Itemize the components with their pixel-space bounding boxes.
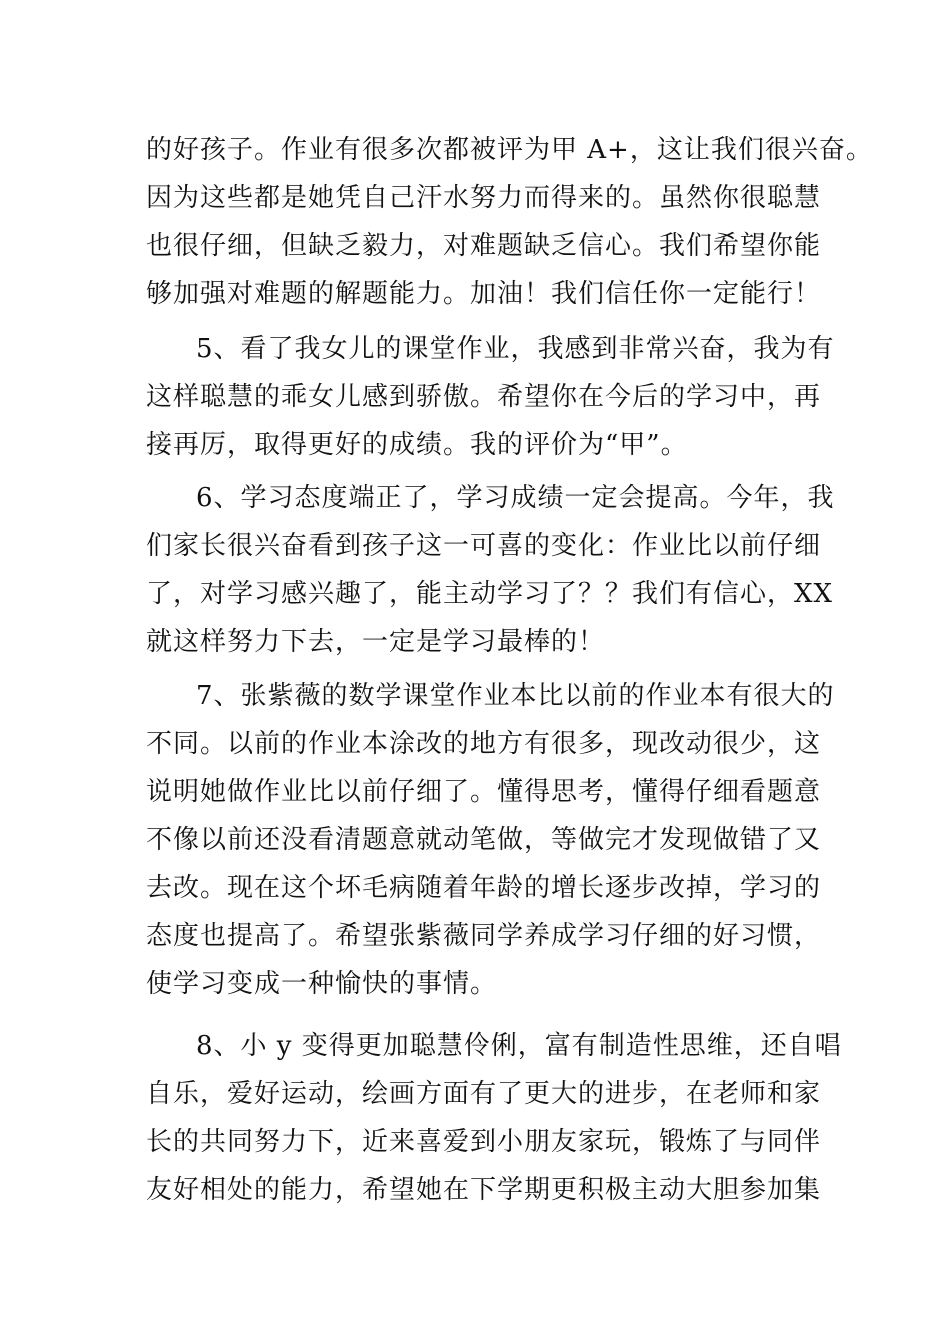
text-line: 不同。以前的作业本涂改的地方有很多，现改动很少，这 xyxy=(146,729,822,759)
text-line: 友好相处的能力，希望她在下学期更积极主动大胆参加集 xyxy=(146,1175,822,1205)
text-line: 的好孩子。作业有很多次都被评为甲 A+，这让我们很兴奋。 xyxy=(146,135,873,165)
text-line: 这样聪慧的乖女儿感到骄傲。希望你在今后的学习中，再 xyxy=(146,382,822,412)
text-line: 因为这些都是她凭自己汗水努力而得来的。虽然你很聪慧 xyxy=(146,183,822,213)
text-line: 自乐，爱好运动，绘画方面有了更大的进步，在老师和家 xyxy=(146,1079,822,1109)
text-line: 了，对学习感兴趣了，能主动学习了？？我们有信心，XX xyxy=(146,579,834,609)
text-line: 态度也提高了。希望张紫薇同学养成学习仔细的好习惯， xyxy=(146,921,822,951)
paragraph-6-first-line: 6、学习态度端正了，学习成绩一定会提高。今年，我 xyxy=(196,483,835,513)
text-line: 使学习变成一种愉快的事情。 xyxy=(146,969,498,999)
text-line: 们家长很兴奋看到孩子这一可喜的变化：作业比以前仔细 xyxy=(146,531,822,561)
text-line: 够加强对难题的解题能力。加油！我们信任你一定能行！ xyxy=(146,279,822,309)
text-line: 说明她做作业比以前仔细了。懂得思考，懂得仔细看题意 xyxy=(146,777,822,807)
text-line: 不像以前还没看清题意就动笔做，等做完才发现做错了又 xyxy=(146,825,822,855)
text-line: 去改。现在这个坏毛病随着年龄的增长逐步改掉，学习的 xyxy=(146,873,822,903)
text-line: 接再厉，取得更好的成绩。我的评价为“甲”。 xyxy=(146,430,688,460)
paragraph-8-first-line: 8、小 y 变得更加聪慧伶俐，富有制造性思维，还自唱 xyxy=(196,1031,842,1061)
text-line: 就这样努力下去，一定是学习最棒的！ xyxy=(146,627,606,657)
paragraph-7-first-line: 7、张紫薇的数学课堂作业本比以前的作业本有很大的 xyxy=(196,681,835,711)
text-line: 也很仔细，但缺乏毅力，对难题缺乏信心。我们希望你能 xyxy=(146,231,822,261)
text-line: 长的共同努力下，近来喜爱到小朋友家玩，锻炼了与同伴 xyxy=(146,1127,822,1157)
paragraph-5-first-line: 5、看了我女儿的课堂作业，我感到非常兴奋，我为有 xyxy=(196,334,835,364)
